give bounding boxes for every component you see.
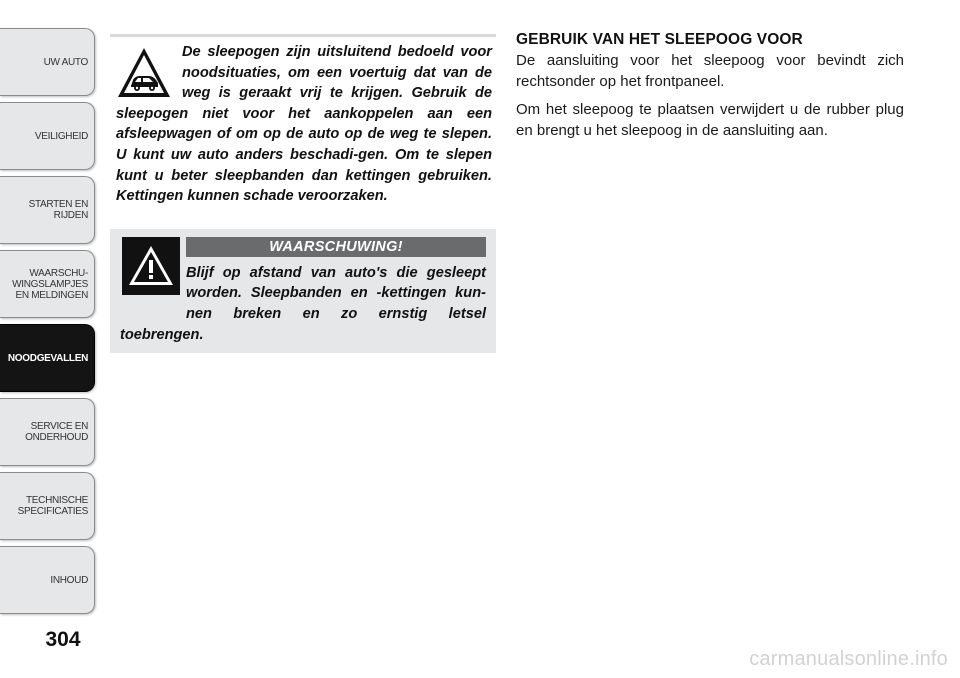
tab-inhoud[interactable]: [0, 546, 95, 614]
left-column: [110, 34, 496, 353]
car-caution-icon: [116, 45, 172, 101]
right-column: [516, 30, 904, 148]
tab-uw-auto[interactable]: [0, 28, 95, 96]
paragraph: De aansluiting voor het sleepoog voor bevindt zich rechtsonder op het frontpaneel.: [516, 52, 904, 90]
section-title: GEBRUIK VAN HET SLEEPOOG VOOR: [516, 31, 803, 48]
tab-noodgevallen[interactable]: [0, 324, 95, 392]
tab-technische-specificaties[interactable]: [0, 472, 95, 540]
tab-label: TECHNISCHE SPECIFICATIES: [17, 495, 88, 517]
tab-label: UW AUTO: [43, 56, 88, 68]
tab-service-en-onderhoud[interactable]: [0, 398, 95, 466]
tab-label: VEILIGHEID: [34, 130, 88, 142]
tab-label: NOODGEVALLEN: [7, 352, 88, 364]
paragraph: Om het sleepoog te plaatsen verwijdert u de rubber plug en brengt u het sleepoog in de aansluiting aan.: [516, 101, 904, 139]
caution-text: De sleepogen zijn uitsluitend bedoeld voor noodsituaties, om een voertuig dat van de weg is geraakt vrij te krijgen. Gebruik de sleepogen niet voor het aankoppelen aan een afsleepwagen of om op de auto op de weg te slepen. U kunt uw auto anders beschadi-gen. Om te slepen kunt u beter sleepbanden dan kettingen gebruiken. Kettingen kunnen schade veroorzaken.: [116, 44, 492, 205]
warning-triangle-icon: [122, 237, 180, 295]
warning-header: WAARSCHUWING!: [186, 237, 486, 257]
tab-label: SERVICE EN ONDERHOUD: [25, 421, 88, 443]
tab-waarschuwingslampjes[interactable]: [0, 250, 95, 318]
tab-label: STARTEN EN RIJDEN: [28, 199, 88, 221]
tab-label: INHOUD: [50, 574, 88, 586]
warning-box: [110, 229, 496, 353]
warning-text: Blijf op afstand van auto's die gesleept worden. Sleepbanden en -kettingen kun-nen breken en zo ernstig letsel toebrengen.: [120, 264, 486, 343]
tab-starten-en-rijden[interactable]: [0, 176, 95, 244]
caution-note: [110, 34, 496, 207]
tab-label: WAARSCHU- WINGSLAMPJES EN MELDINGEN: [12, 267, 88, 301]
tab-veiligheid[interactable]: [0, 102, 95, 170]
page-number: 304: [45, 628, 81, 651]
warning-triangle-icon: [126, 243, 176, 289]
watermark: carmanualsonline.info: [749, 648, 948, 670]
